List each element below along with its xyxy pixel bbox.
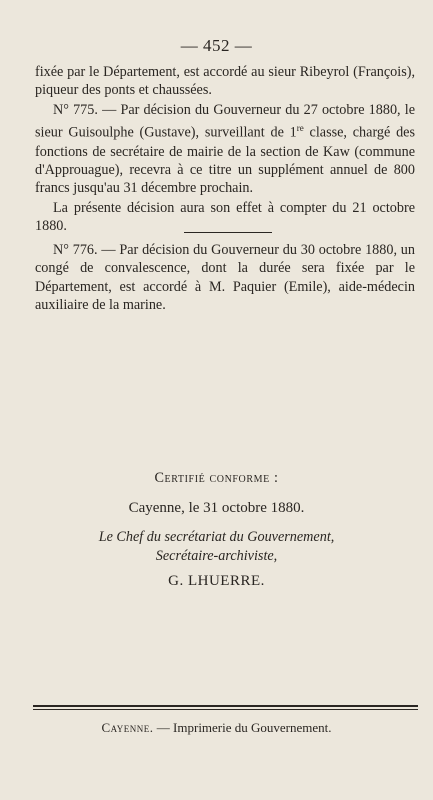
page-number: — 452 — [180,36,253,55]
decision-775-paragraph [35,101,415,198]
section-divider [184,232,272,233]
footer-rule-thin [33,709,418,710]
footer-city: Cayenne. [101,720,154,735]
decision-775-rest: classe, chargé des fonctions de secrétaire de mairie de la section de Kaw (commune d'Approuague), recevra à ce titre un supplément annuel de 800 francs jusqu'au 31 décembre prochain. [35,125,415,197]
continuation-paragraph: fixée par le Département, est accordé au sieur Ribeyrol (François), piqueur des ponts et chaussées. [35,64,415,99]
decision-775-lead: N° 775. — Par décision du Gouverneur du 27 octobre 1880, le sieur Guisoulphe (Gustave), surveillant de 1 [35,102,415,142]
certification-heading: Certifié conforme : [154,470,279,486]
signatory-title-line-2: Secrétaire-archiviste, [155,548,278,564]
printer-footer [0,720,433,736]
signatory-name: G. LHUERRE. [168,573,265,589]
ordinal-superscript: re [296,123,304,134]
decision-776-paragraph: N° 776. — Par décision du Gouverneur du 30 octobre 1880, un congé de convalescence, dont la durée sera fixée par le Département, est accordé à M. Paquier (Emile), aide-médecin auxiliaire de la marine. [35,242,415,314]
certification-place-date: Cayenne, le 31 octobre 1880. [128,500,305,516]
footer-printer: — Imprimerie du Gouvernement. [153,720,332,735]
signatory-title-line-1: Le Chef du secrétariat du Gouvernement, [98,529,335,545]
effect-note-paragraph: La présente décision aura son effet à compter du 21 octobre 1880. [35,200,415,235]
footer-rule-thick [33,705,418,707]
